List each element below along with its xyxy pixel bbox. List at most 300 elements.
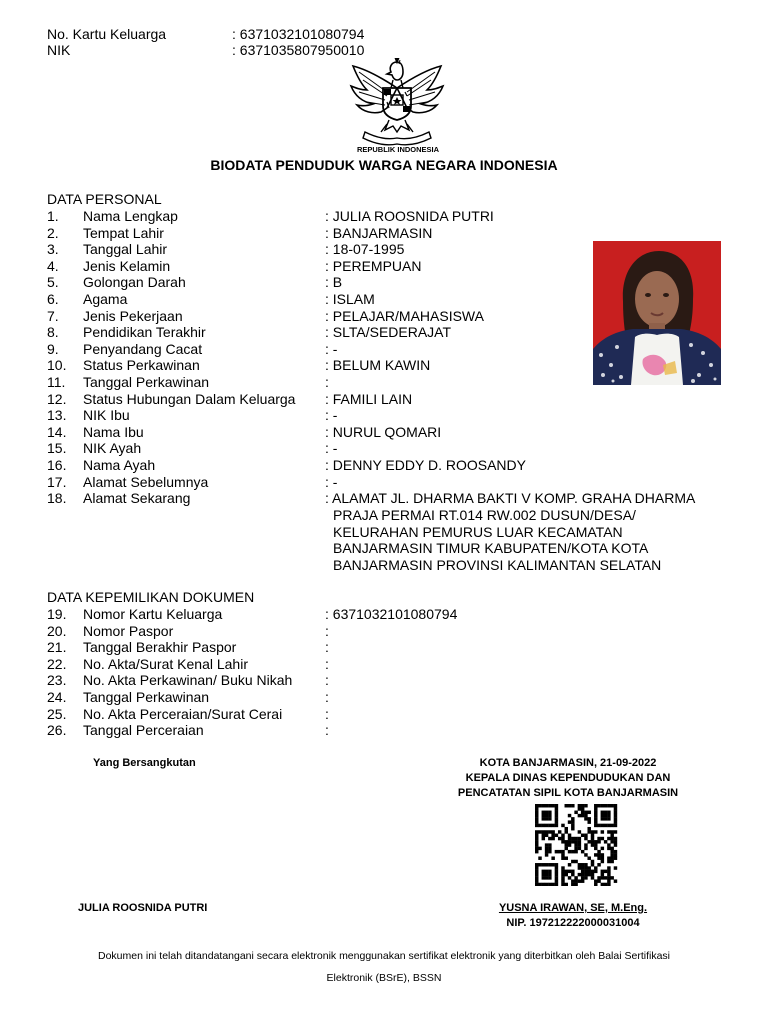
qr-module: [571, 883, 574, 886]
field-label: No. Akta/Surat Kenal Lahir: [83, 655, 248, 672]
qr-module: [535, 817, 538, 820]
qr-module: [604, 811, 607, 814]
qr-module: [548, 850, 551, 853]
qr-module: [604, 883, 607, 886]
row-number: 19.: [47, 606, 67, 622]
qr-module: [607, 883, 610, 886]
qr-module: [584, 863, 587, 866]
row-number: 10.: [47, 357, 67, 374]
qr-module: [542, 824, 545, 827]
qr-module: [551, 804, 554, 807]
qr-module: [584, 843, 587, 846]
field-value: :: [325, 672, 329, 689]
qr-module: [578, 840, 581, 843]
field-label: Jenis Kelamin: [83, 257, 171, 274]
qr-module: [548, 873, 551, 876]
qr-module: [594, 847, 597, 850]
qr-module: [571, 840, 574, 843]
footer-disclaimer-line1: Dokumen ini telah ditandatangani secara elektronik menggunakan sertifikat elektronik yang diterbitkan oleh Balai Sertifikasi: [98, 950, 670, 962]
qr-module: [597, 856, 600, 859]
qr-module: [581, 866, 584, 869]
qr-module: [594, 840, 597, 843]
qr-module: [548, 876, 551, 879]
qr-module: [607, 804, 610, 807]
qr-module: [538, 830, 541, 833]
field-label: Nama Ayah: [83, 457, 156, 473]
qr-module: [574, 837, 577, 840]
qr-module: [610, 850, 613, 853]
qr-module: [565, 870, 568, 873]
qr-module: [594, 824, 597, 827]
field-label: Nama Lengkap: [83, 208, 178, 224]
field-label: Status Perkawinan: [83, 357, 200, 374]
qr-module: [535, 834, 538, 837]
qr-module: [571, 817, 574, 820]
qr-module: [565, 856, 568, 859]
field-label: NIK Ayah: [83, 440, 142, 457]
qr-module: [607, 837, 610, 840]
qr-module: [610, 837, 613, 840]
qr-module: [565, 804, 568, 807]
qr-module: [555, 866, 558, 869]
qr-module: [542, 834, 545, 837]
qr-module: [597, 850, 600, 853]
office-title-line1: KEPALA DINAS KEPENDUDUKAN DAN: [465, 772, 671, 784]
qr-module: [571, 827, 574, 830]
qr-module: [535, 879, 538, 882]
qr-module: [591, 870, 594, 873]
qr-module: [604, 870, 607, 873]
qr-module: [568, 863, 571, 866]
row-number: 24.: [47, 689, 67, 705]
qr-module: [581, 876, 584, 879]
row-number: 20.: [47, 622, 67, 639]
qr-module: [601, 856, 604, 859]
qr-module: [594, 811, 597, 814]
qr-module: [558, 850, 561, 853]
qr-module: [565, 873, 568, 876]
qr-module: [561, 850, 564, 853]
field-value: : PELAJAR/MAHASISWA: [325, 307, 484, 324]
qr-module: [548, 814, 551, 817]
qr-module: [591, 830, 594, 833]
qr-module: [581, 850, 584, 853]
qr-module: [607, 830, 610, 833]
qr-module: [574, 840, 577, 843]
qr-module: [591, 837, 594, 840]
row-number: 4.: [47, 257, 59, 274]
qr-module: [561, 840, 564, 843]
row-number: 2.: [47, 224, 59, 241]
qr-module: [597, 824, 600, 827]
qr-module: [574, 843, 577, 846]
qr-module: [610, 853, 613, 856]
qr-module: [614, 837, 617, 840]
qr-module: [551, 824, 554, 827]
row-number: 6.: [47, 291, 59, 307]
qr-module: [578, 863, 581, 866]
qr-module: [581, 870, 584, 873]
qr-module: [584, 853, 587, 856]
qr-module: [545, 853, 548, 856]
qr-module: [587, 840, 590, 843]
qr-module: [555, 824, 558, 827]
qr-module: [584, 873, 587, 876]
qr-module: [594, 807, 597, 810]
qr-module: [555, 883, 558, 886]
row-number: 3.: [47, 241, 59, 258]
qr-module: [548, 824, 551, 827]
qr-module: [555, 863, 558, 866]
qr-module: [587, 811, 590, 814]
qr-module: [548, 817, 551, 820]
qr-module: [548, 830, 551, 833]
qr-module: [581, 811, 584, 814]
qr-module: [551, 863, 554, 866]
row-number: 14.: [47, 423, 67, 440]
qr-module: [591, 843, 594, 846]
official-nip: NIP. 197212222000031004: [506, 917, 640, 929]
qr-module: [584, 804, 587, 807]
address-line: BANJARMASIN TIMUR KABUPATEN/KOTA KOTA: [333, 540, 649, 556]
qr-module: [548, 870, 551, 873]
qr-module: [555, 820, 558, 823]
qr-module: [545, 870, 548, 873]
qr-module: [591, 860, 594, 863]
qr-module: [571, 820, 574, 823]
qr-module: [610, 847, 613, 850]
qr-module: [571, 879, 574, 882]
qr-module: [542, 817, 545, 820]
qr-module: [535, 876, 538, 879]
field-label: Alamat Sekarang: [83, 490, 191, 507]
qr-module: [591, 873, 594, 876]
nik-label: NIK: [47, 42, 71, 58]
qr-module: [607, 811, 610, 814]
qr-module: [584, 834, 587, 837]
qr-module: [555, 850, 558, 853]
qr-module: [607, 856, 610, 859]
qr-module: [581, 863, 584, 866]
qr-module: [584, 876, 587, 879]
qr-module: [545, 804, 548, 807]
qr-module: [601, 873, 604, 876]
qr-module: [614, 843, 617, 846]
kk-label: No. Kartu Keluarga: [47, 26, 167, 42]
qr-module: [574, 883, 577, 886]
qr-module: [597, 804, 600, 807]
qr-module: [601, 876, 604, 879]
qr-module: [581, 807, 584, 810]
qr-module: [568, 834, 571, 837]
row-number: 11.: [47, 374, 66, 390]
field-value: : -: [325, 440, 338, 457]
field-value: :: [325, 639, 329, 656]
qr-module: [587, 817, 590, 820]
qr-module: [587, 873, 590, 876]
qr-module: [578, 807, 581, 810]
qr-module: [561, 837, 564, 840]
row-number: 23.: [47, 672, 67, 689]
qr-module: [614, 811, 617, 814]
signatory-name: JULIA ROOSNIDA PUTRI: [78, 902, 208, 914]
qr-module: [574, 847, 577, 850]
field-value: : -: [325, 340, 338, 357]
qr-module: [548, 837, 551, 840]
qr-module: [565, 830, 568, 833]
field-label: Penyandang Cacat: [83, 340, 203, 357]
field-label: Alamat Sebelumnya: [83, 473, 209, 490]
qr-module: [610, 840, 613, 843]
address-line: BANJARMASIN PROVINSI KALIMANTAN SELATAN: [333, 556, 662, 573]
qr-module: [568, 870, 571, 873]
field-label: Tanggal Lahir: [83, 241, 168, 258]
field-label: No. Akta Perceraian/Surat Cerai: [83, 705, 283, 722]
field-value: : BANJARMASIN: [325, 224, 433, 241]
qr-module: [565, 843, 568, 846]
qr-module: [607, 824, 610, 827]
field-value: : B: [325, 274, 343, 291]
address-line: KELURAHAN PEMURUS LUAR KECAMATAN: [333, 523, 623, 540]
field-label: Tanggal Berakhir Paspor: [83, 639, 237, 656]
qr-module: [614, 817, 617, 820]
profile-photo: [593, 241, 721, 385]
qr-module: [601, 860, 604, 863]
qr-module: [578, 879, 581, 882]
qr-module: [535, 866, 538, 869]
qr-module: [535, 847, 538, 850]
qr-module: [535, 873, 538, 876]
row-number: 7.: [47, 307, 59, 324]
qr-module: [555, 817, 558, 820]
qr-module: [594, 879, 597, 882]
qr-module: [601, 847, 604, 850]
qr-module: [542, 873, 545, 876]
qr-module: [565, 827, 568, 830]
qr-module: [607, 866, 610, 869]
qr-module: [607, 860, 610, 863]
qr-module: [535, 843, 538, 846]
qr-module: [548, 811, 551, 814]
qr-module: [551, 834, 554, 837]
qr-module: [571, 870, 574, 873]
address-line: PRAJA PERMAI RT.014 RW.002 DUSUN/DESA/: [333, 507, 636, 523]
qr-module: [548, 804, 551, 807]
qr-module: [597, 853, 600, 856]
qr-module: [542, 811, 545, 814]
qr-module: [604, 817, 607, 820]
qr-module: [565, 840, 568, 843]
qr-module: [594, 817, 597, 820]
garuda-emblem-icon: [347, 58, 447, 146]
qr-module: [614, 830, 617, 833]
qr-module: [610, 834, 613, 837]
qr-module: [561, 883, 564, 886]
qr-module: [607, 817, 610, 820]
qr-module: [535, 850, 538, 853]
row-number: 13.: [47, 407, 67, 424]
qr-module: [578, 830, 581, 833]
footer-disclaimer-line2: Elektronik (BSrE), BSSN: [326, 972, 442, 984]
qr-module: [542, 870, 545, 873]
qr-module: [561, 870, 564, 873]
qr-module: [607, 814, 610, 817]
field-label: Tanggal Perkawinan: [83, 374, 210, 390]
qr-module: [594, 843, 597, 846]
qr-module: [561, 834, 564, 837]
qr-module: [538, 847, 541, 850]
qr-module: [535, 824, 538, 827]
qr-module: [607, 847, 610, 850]
qr-module: [545, 830, 548, 833]
field-value: : -: [325, 473, 338, 490]
qr-module: [545, 824, 548, 827]
field-value: :: [325, 622, 329, 639]
qr-module: [614, 820, 617, 823]
qr-module: [594, 883, 597, 886]
qr-module: [565, 847, 568, 850]
qr-module: [587, 856, 590, 859]
row-number: 12.: [47, 390, 67, 407]
qr-module: [555, 879, 558, 882]
qr-module: [555, 876, 558, 879]
qr-module: [571, 873, 574, 876]
field-value: : FAMILI LAIN: [325, 390, 413, 407]
qr-module: [571, 850, 574, 853]
qr-module: [604, 804, 607, 807]
qr-module: [610, 830, 613, 833]
qr-module: [574, 876, 577, 879]
qr-module: [607, 876, 610, 879]
qr-module: [555, 834, 558, 837]
qr-module: [561, 824, 564, 827]
qr-module: [571, 804, 574, 807]
qr-module: [558, 830, 561, 833]
qr-module: [561, 856, 564, 859]
qr-module: [607, 879, 610, 882]
field-label: Nomor Paspor: [83, 622, 174, 639]
qr-module: [601, 817, 604, 820]
qr-module: [601, 883, 604, 886]
qr-module: [551, 830, 554, 833]
page-title: BIODATA PENDUDUK WARGA NEGARA INDONESIA: [210, 157, 558, 173]
qr-module: [614, 840, 617, 843]
qr-module: [535, 883, 538, 886]
qr-module: [542, 876, 545, 879]
qr-module: [581, 814, 584, 817]
qr-module: [604, 840, 607, 843]
row-number: 25.: [47, 705, 67, 722]
qr-module: [614, 856, 617, 859]
row-number: 9.: [47, 340, 59, 357]
qr-module: [607, 873, 610, 876]
qr-module: [578, 873, 581, 876]
qr-module: [601, 804, 604, 807]
row-number: 22.: [47, 655, 67, 672]
qr-module: [545, 883, 548, 886]
qr-module: [561, 866, 564, 869]
qr-module: [584, 870, 587, 873]
qr-module: [610, 824, 613, 827]
qr-module: [548, 847, 551, 850]
qr-module: [568, 840, 571, 843]
qr-module: [597, 837, 600, 840]
qr-module: [597, 876, 600, 879]
field-label: Tanggal Perceraian: [83, 722, 204, 739]
qr-module: [542, 837, 545, 840]
qr-module: [594, 866, 597, 869]
field-value: : 18-07-1995: [325, 241, 405, 258]
qr-module: [587, 870, 590, 873]
qr-module: [604, 824, 607, 827]
field-value: :: [325, 722, 329, 739]
qr-module: [587, 866, 590, 869]
row-number: 18.: [47, 490, 67, 507]
field-value: : NURUL QOMARI: [325, 423, 442, 440]
qr-module: [594, 804, 597, 807]
qr-module: [610, 856, 613, 859]
qr-module: [610, 804, 613, 807]
qr-module: [568, 876, 571, 879]
qr-module: [594, 820, 597, 823]
qr-module: [574, 879, 577, 882]
qr-module: [548, 863, 551, 866]
field-value: :: [325, 689, 329, 705]
qr-module: [604, 814, 607, 817]
qr-module: [578, 866, 581, 869]
qr-module: [565, 883, 568, 886]
qr-module: [581, 879, 584, 882]
qr-module: [601, 824, 604, 827]
qr-module: [574, 860, 577, 863]
qr-module: [538, 824, 541, 827]
qr-module: [601, 811, 604, 814]
field-label: Agama: [83, 291, 128, 307]
qr-module: [545, 863, 548, 866]
qr-module: [538, 804, 541, 807]
qr-module: [551, 837, 554, 840]
qr-module: [601, 870, 604, 873]
qr-module: [614, 804, 617, 807]
qr-module: [578, 847, 581, 850]
qr-module: [545, 811, 548, 814]
qr-module: [555, 814, 558, 817]
qr-module: [601, 830, 604, 833]
qr-module: [535, 837, 538, 840]
row-number: 1.: [47, 208, 59, 224]
qr-module: [578, 837, 581, 840]
field-label: NIK Ibu: [83, 407, 130, 424]
field-value: : PEREMPUAN: [325, 257, 422, 274]
qr-module: [551, 883, 554, 886]
qr-module: [594, 814, 597, 817]
qr-module: [594, 853, 597, 856]
field-value: :: [325, 374, 329, 390]
qr-module: [587, 820, 590, 823]
qr-module: [558, 837, 561, 840]
qr-module: [561, 853, 564, 856]
qr-module: [584, 814, 587, 817]
qr-module: [597, 879, 600, 882]
qr-module: [614, 807, 617, 810]
qr-module: [604, 876, 607, 879]
official-name: YUSNA IRAWAN, SE, M.Eng.: [498, 902, 648, 914]
row-number: 26.: [47, 722, 67, 739]
place-date: KOTA BANJARMASIN, 21-09-2022: [479, 757, 657, 769]
qr-module: [591, 863, 594, 866]
qr-module: [607, 870, 610, 873]
qr-module: [545, 876, 548, 879]
